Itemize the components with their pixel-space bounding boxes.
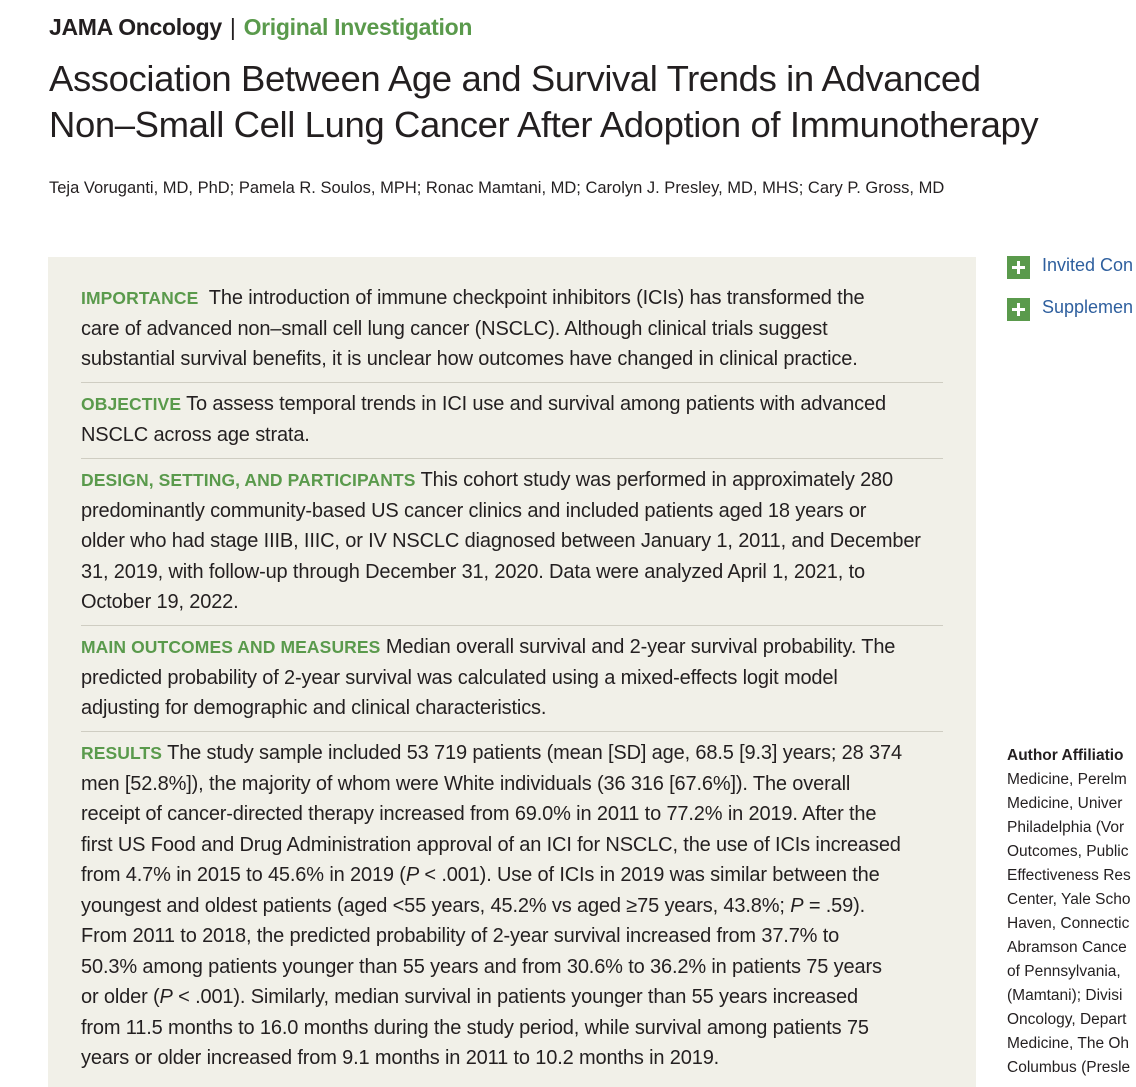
section-divider (81, 382, 943, 383)
article-title (49, 56, 1129, 148)
importance-label: IMPORTANCE (81, 288, 199, 308)
section-divider (81, 458, 943, 459)
article-section: Original Investigation (243, 14, 473, 40)
invited-commentary-link[interactable]: Invited Con (1042, 255, 1134, 275)
abstract-design: DESIGN, SETTING, AND PARTICIPANTS This cohort study was performed in approximately 280 predominantly community-based US cancer clinics and included patients aged 18 years or older who had stage IIIB, IIIC, or IV NSCLC diagnosed between January 1, 2011, and December 31, 2019, with follow-up through December 31, 2020. Data were analyzed April 1, 2021, to October 19, 2022. (81, 469, 921, 613)
author-affiliations: Author Affiliatio Medicine, Perelm Medicine, Univer Philadelphia (Vor Outcomes, Public Effectiveness Res Center, Yale Scho Haven, Connectic Abramson Cance of Pennsylvania, (Mamtani); Divisi Oncology, Depart Medicine, The Oh Columbus (Presle (1007, 744, 1136, 1080)
title-line: Non–Small Cell Lung Cancer After Adoption of Immunotherapy (49, 104, 1039, 145)
section-divider (81, 625, 943, 626)
results-label: RESULTS (81, 743, 163, 763)
plus-icon[interactable] (1007, 298, 1030, 321)
supplemental-content-link[interactable]: Supplemen (1042, 297, 1134, 317)
title-line: Association Between Age and Survival Trends in Advanced (49, 58, 981, 99)
affiliations-heading: Author Affiliatio (1007, 747, 1124, 764)
abstract-objective: OBJECTIVE To assess temporal trends in ICI use and survival among patients with advanced NSCLC across age strata. (81, 393, 886, 446)
outcomes-label: MAIN OUTCOMES AND MEASURES (81, 637, 381, 657)
abstract-importance: IMPORTANCE The introduction of immune checkpoint inhibitors (ICIs) has transformed the care of advanced non–small cell lung cancer (NSCLC). Although clinical trials suggest substantial survival benefits, it is unclear how outcomes have changed in clinical practice. (81, 287, 865, 370)
abstract-box (48, 257, 976, 1087)
abstract-results: RESULTS The study sample included 53 719 patients (mean [SD] age, 68.5 [9.3] years; 28 374 men [52.8%]), the majority of whom were White individuals (36 316 [67.6%]). The overall receipt of cancer-directed therapy increased from 69.0% in 2011 to 77.2% in 2019. After the first US Food and Drug Administration approval of an ICI for NSCLC, the use of ICIs increased from 4.7% in 2015 to 45.6% in 2019 (P < .001). Use of ICIs in 2019 was similar between the youngest and oldest patients (aged <55 years, 45.2% vs aged ≥75 years, 43.8%; P = .59). From 2011 to 2018, the predicted probability of 2-year survival increased from 37.7% to 50.3% among patients younger than 55 years and from 30.6% to 36.2% in patients 75 years or older (P < .001). Similarly, median survival in patients younger than 55 years increased from 11.5 months to 16.0 months during the study period, while survival among patients 75 years or older increased from 9.1 months in 2011 to 10.2 months in 2019. (81, 742, 902, 1069)
section-divider (81, 731, 943, 732)
journal-header (49, 14, 472, 41)
objective-label: OBJECTIVE (81, 394, 182, 414)
journal-name: JAMA Oncology (49, 14, 222, 40)
abstract-outcomes: MAIN OUTCOMES AND MEASURES Median overall survival and 2-year survival probability. The predicted probability of 2-year survival was calculated using a mixed-effects logit model adjusting for demographic and clinical characteristics. (81, 636, 896, 719)
header-separator: | (229, 14, 236, 40)
design-label: DESIGN, SETTING, AND PARTICIPANTS (81, 470, 416, 490)
plus-icon[interactable] (1007, 256, 1030, 279)
author-list: Teja Voruganti, MD, PhD; Pamela R. Soulos, MPH; Ronac Mamtani, MD; Carolyn J. Presley, MD, MHS; Cary P. Gross, MD (49, 179, 945, 197)
